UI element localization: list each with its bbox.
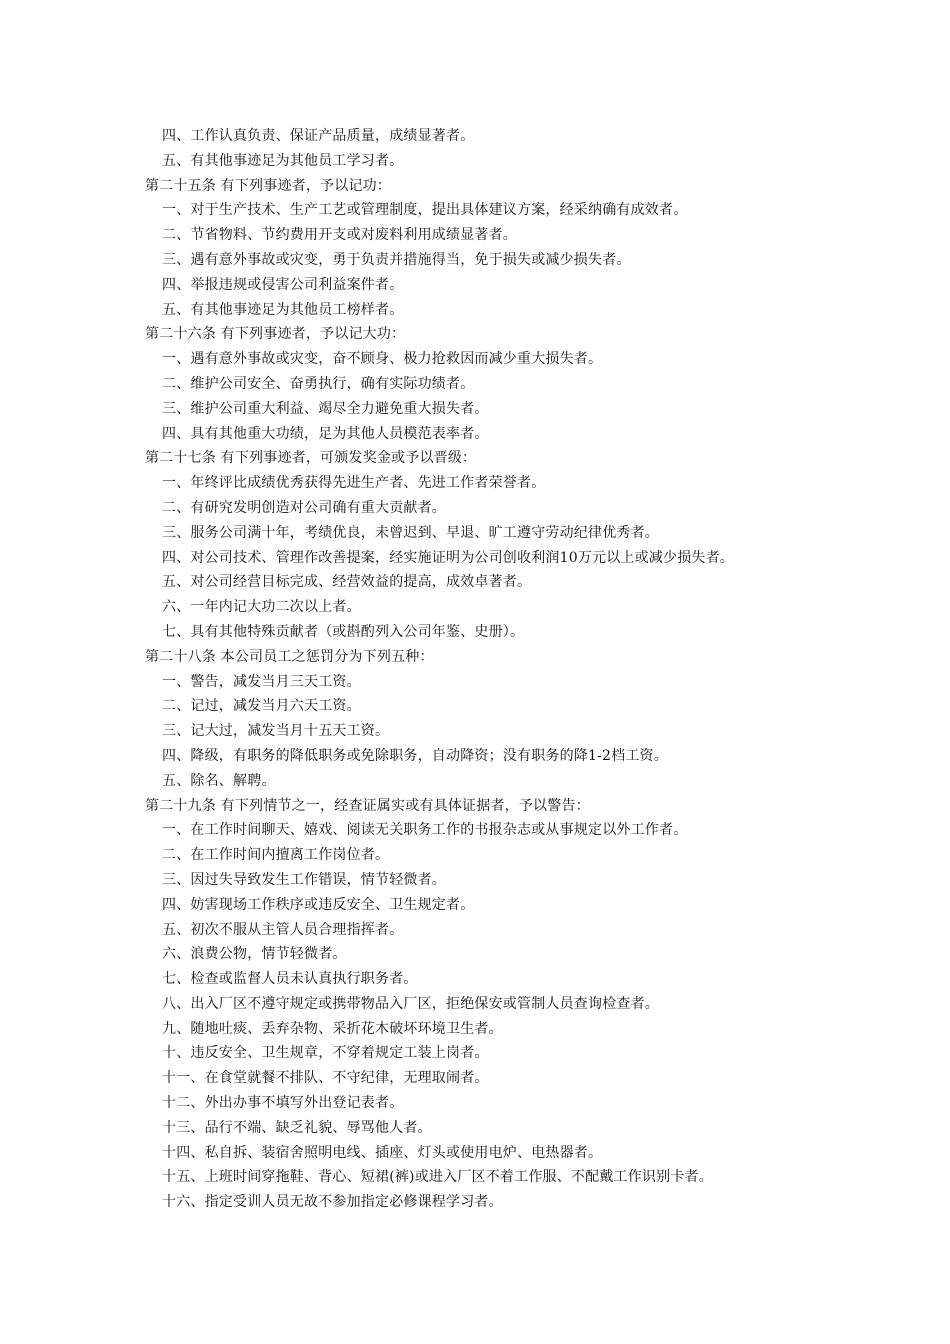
list-item: 四、举报违规或侵害公司利益案件者。: [162, 276, 404, 293]
list-item: 三、遇有意外事故或灾变，勇于负责并措施得当，免于损失或减少损失者。: [162, 251, 631, 268]
list-item: 一、遇有意外事故或灾变，奋不顾身、极力抢救因而减少重大损失者。: [162, 351, 603, 368]
list-item: 九、随地吐痰、丢弃杂物、采折花木破坏环境卫生者。: [162, 1020, 503, 1037]
list-item: 一、警告，减发当月三天工资。: [162, 673, 361, 690]
list-item: 一、对于生产技术、生产工艺或管理制度，提出具体建议方案，经采纳确有成效者。: [162, 202, 688, 219]
list-item: 十、违反安全、卫生规章，不穿着规定工装上岗者。: [162, 1045, 489, 1062]
article-heading: 第二十五条 有下列事迹者，予以记功：: [145, 177, 392, 194]
list-item: 十二、外出办事不填写外出登记表者。: [162, 1095, 404, 1112]
list-item: 三、因过失导致发生工作错误，情节轻微者。: [162, 871, 446, 888]
article-heading: 第二十六条 有下列事迹者，予以记大功：: [145, 326, 406, 343]
list-item: 六、一年内记大功二次以上者。: [162, 599, 361, 616]
list-item: 十六、指定受训人员无故不参加指定必修课程学习者。: [162, 1194, 503, 1211]
list-item: 四、工作认真负责、保证产品质量，成绩显著者。: [162, 128, 475, 144]
article-heading: 第二十八条 本公司员工之惩罚分为下列五种：: [145, 648, 434, 665]
list-item: 二、记过，减发当月六天工资。: [162, 698, 361, 715]
list-item: 十四、私自拆、装宿舍照明电线、插座、灯头或使用电炉、电热器者。: [162, 1144, 603, 1161]
list-item: 二、维护公司安全、奋勇执行，确有实际功绩者。: [162, 375, 475, 392]
list-item: 四、具有其他重大功绩，足为其他人员模范表率者。: [162, 425, 489, 442]
list-item: 五、初次不服从主管人员合理指挥者。: [162, 921, 404, 938]
article-heading: 第二十七条 有下列事迹者，可颁发奖金或予以晋级：: [145, 450, 477, 467]
document-body: [145, 124, 865, 1215]
list-item: 四、对公司技术、管理作改善提案，经实施证明为公司创收利润10万元以上或减少损失者。: [162, 549, 735, 566]
list-item: 四、降级，有职务的降低职务或免除职务，自动降资；没有职务的降1-2档工资。: [162, 747, 668, 764]
list-item: 二、在工作时间内擅离工作岗位者。: [162, 847, 390, 864]
list-item: 四、妨害现场工作秩序或违反安全、卫生规定者。: [162, 896, 475, 913]
list-item: 六、浪费公物，情节轻微者。: [162, 946, 347, 963]
list-item: 三、服务公司满十年，考绩优良，未曾迟到、早退、旷工遵守劳动纪律优秀者。: [162, 524, 659, 541]
list-item: 三、维护公司重大利益、竭尽全力避免重大损失者。: [162, 400, 489, 417]
list-item: 一、在工作时间聊天、嬉戏、阅读无关职务工作的书报杂志或从事规定以外工作者。: [162, 822, 688, 839]
list-item: 十三、品行不端、缺乏礼貌、辱骂他人者。: [162, 1119, 432, 1136]
list-item: 五、有其他事迹足为其他员工学习者。: [162, 152, 404, 169]
list-item: 七、检查或监督人员未认真执行职务者。: [162, 971, 418, 988]
list-item: 二、有研究发明创造对公司确有重大贡献者。: [162, 499, 446, 516]
list-item: 二、节省物料、节约费用开支或对废料利用成绩显著者。: [162, 227, 517, 244]
list-item: 五、有其他事迹足为其他员工榜样者。: [162, 301, 404, 318]
list-item: 五、对公司经营目标完成、经营效益的提高，成效卓著者。: [162, 574, 532, 591]
list-item: 十五、上班时间穿拖鞋、背心、短裙(裤)或进入厂区不着工作服、不配戴工作识别卡者。: [162, 1169, 713, 1186]
list-item: 三、记大过，减发当月十五天工资。: [162, 723, 390, 740]
list-item: 七、具有其他特殊贡献者（或斟酌列入公司年鉴、史册）。: [162, 623, 525, 640]
list-item: 一、年终评比成绩优秀获得先进生产者、先进工作者荣誉者。: [162, 475, 546, 492]
list-item: 十一、在食堂就餐不排队、不守纪律，无理取闹者。: [162, 1070, 489, 1087]
article-heading: 第二十九条 有下列情节之一，经查证属实或有具体证据者，予以警告：: [145, 797, 590, 814]
list-item: 八、出入厂区不遵守规定或携带物品入厂区，拒绝保安或管制人员查询检查者。: [162, 995, 659, 1012]
list-item: 五、除名、解聘。: [162, 772, 276, 789]
